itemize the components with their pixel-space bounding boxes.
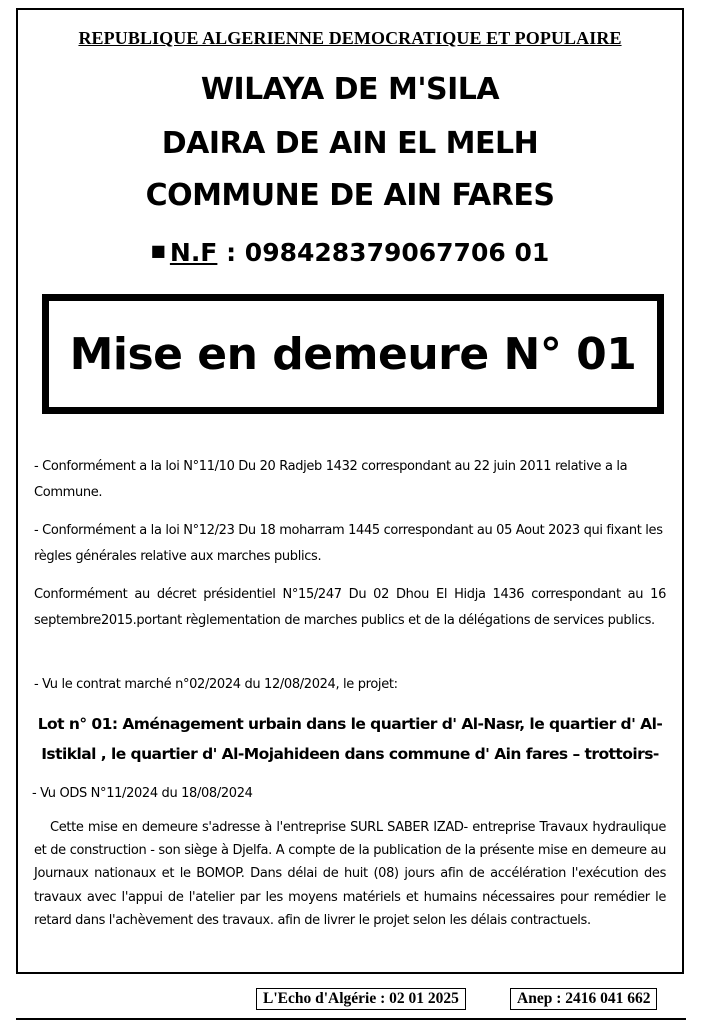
wilaya-heading: WILAYA DE M'SILA — [200, 72, 500, 107]
project-lot: Lot n° 01: Aménagement urbain dans le quartier d' Al-Nasr, le quartier d' Al-Istiklal , le quartier d' Al-Mojahideen dans commune d' Ain fares – trottoirs- — [37, 715, 663, 763]
notice-body: Cette mise en demeure s'adresse à l'entreprise SURL SABER IZAD- entreprise Travaux hydraulique et de construction - son siège à Djelfa. A compte de la publication de la présente mise en demeure au Journaux nationaux et le BOMOP. Dans délai de huit (08) jours afin de accélération l'exécution des travaux avec l'appui de l'atelier par les moyens matériels et humains nécessaires pour remédier le retard dans l'achèvement des travaux. afin de livrer le projet selon les délais contractuels. — [34, 820, 666, 928]
law-reference-2: - Conformément a la loi N°12/23 Du 18 moharram 1445 correspondant au 05 Aout 2023 qui fixant les règles générales relative aux marches publics. — [34, 523, 663, 564]
nf-value: : 098428379067706 01 — [226, 238, 550, 267]
notice-title: Mise en demeure N° 01 — [69, 328, 637, 380]
bullet-icon: ■ — [150, 241, 166, 260]
commune-heading: COMMUNE DE AIN FARES — [145, 178, 555, 213]
title-box — [42, 294, 664, 414]
law-reference-1: - Conformément a la loi N°11/10 Du 20 Radjeb 1432 correspondant au 22 juin 2011 relative a la Commune. — [34, 459, 628, 500]
decree-reference: Conformément au décret présidentiel N°15/247 Du 02 Dhou El Hidja 1436 correspondant au 16 septembre2015.portant règlementation de marches publics et de la délégations de services publics. — [34, 587, 666, 628]
footer-divider — [16, 1018, 686, 1020]
nf-label: N.F — [169, 238, 218, 267]
anep-reference: Anep : 2416 041 662 — [510, 988, 657, 1010]
fiscal-number — [18, 238, 682, 267]
ods-reference: - Vu ODS N°11/2024 du 18/08/2024 — [32, 786, 253, 801]
echo-reference: L'Echo d'Algérie : 02 01 2025 — [256, 988, 466, 1010]
republic-heading: REPUBLIQUE ALGERIENNE DEMOCRATIQUE ET POPULAIRE — [78, 28, 622, 48]
contract-reference: - Vu le contrat marché n°02/2024 du 12/08/2024, le projet: — [34, 677, 398, 692]
daira-heading: DAIRA DE AIN EL MELH — [161, 126, 539, 161]
